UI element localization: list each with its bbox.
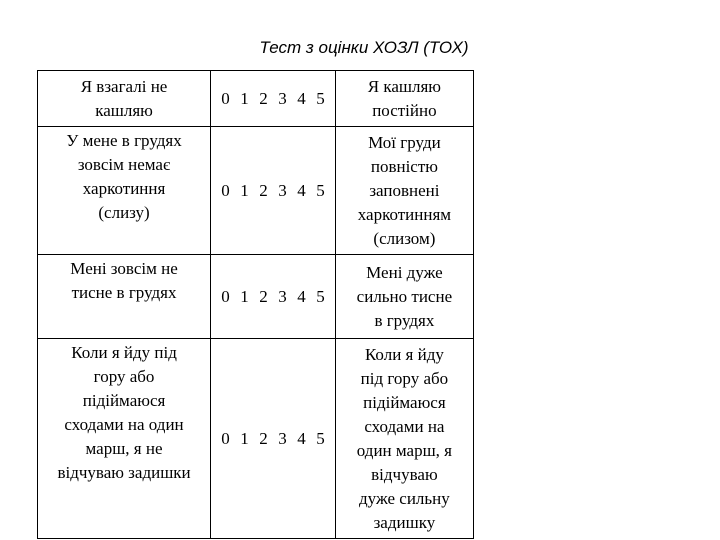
right-statement: Мої груди повністю заповнені харкотинням (слизом) bbox=[335, 127, 473, 255]
table-row bbox=[38, 127, 474, 255]
left-statement: Мені зовсім не тисне в грудях bbox=[38, 255, 211, 339]
score-option[interactable]: 3 bbox=[278, 88, 287, 108]
cat-questionnaire-table bbox=[37, 70, 474, 539]
score-option[interactable]: 1 bbox=[240, 286, 249, 306]
score-option[interactable]: 1 bbox=[240, 180, 249, 200]
score-option[interactable]: 5 bbox=[316, 180, 325, 200]
score-option[interactable]: 0 bbox=[221, 428, 230, 448]
score-option[interactable]: 5 bbox=[316, 428, 325, 448]
left-statement: Я взагалі не кашляю bbox=[38, 71, 211, 127]
score-option[interactable]: 5 bbox=[316, 286, 325, 306]
score-option[interactable]: 4 bbox=[297, 428, 306, 448]
score-scale bbox=[211, 127, 336, 255]
left-statement: Коли я йду під гору або підіймаюся сходами на один марш, я не відчуваю задишки bbox=[38, 339, 211, 539]
score-option[interactable]: 0 bbox=[221, 88, 230, 108]
score-option[interactable]: 4 bbox=[297, 180, 306, 200]
score-option[interactable]: 2 bbox=[259, 428, 268, 448]
score-option[interactable]: 3 bbox=[278, 180, 287, 200]
score-option[interactable]: 2 bbox=[259, 286, 268, 306]
right-statement: Я кашляю постійно bbox=[335, 71, 473, 127]
table-row bbox=[38, 71, 474, 127]
left-statement: У мене в грудях зовсім немає харкотиння (слизу) bbox=[38, 127, 211, 255]
score-scale bbox=[211, 255, 336, 339]
score-scale bbox=[211, 339, 336, 539]
score-option[interactable]: 2 bbox=[259, 88, 268, 108]
right-statement: Коли я йду під гору або підіймаюся сходами на один марш, я відчуваю дуже сильну задишку bbox=[335, 339, 473, 539]
score-option[interactable]: 1 bbox=[240, 88, 249, 108]
right-statement: Мені дуже сильно тисне в грудях bbox=[335, 255, 473, 339]
table-row bbox=[38, 339, 474, 539]
score-option[interactable]: 0 bbox=[221, 180, 230, 200]
page-title: Тест з оцінки ХОЗЛ (ТОХ) bbox=[259, 38, 469, 57]
score-option[interactable]: 2 bbox=[259, 180, 268, 200]
score-option[interactable]: 4 bbox=[297, 88, 306, 108]
score-option[interactable]: 3 bbox=[278, 428, 287, 448]
score-scale bbox=[211, 71, 336, 127]
score-option[interactable]: 5 bbox=[316, 88, 325, 108]
score-option[interactable]: 4 bbox=[297, 286, 306, 306]
score-option[interactable]: 1 bbox=[240, 428, 249, 448]
score-option[interactable]: 3 bbox=[278, 286, 287, 306]
table-row bbox=[38, 255, 474, 339]
score-option[interactable]: 0 bbox=[221, 286, 230, 306]
